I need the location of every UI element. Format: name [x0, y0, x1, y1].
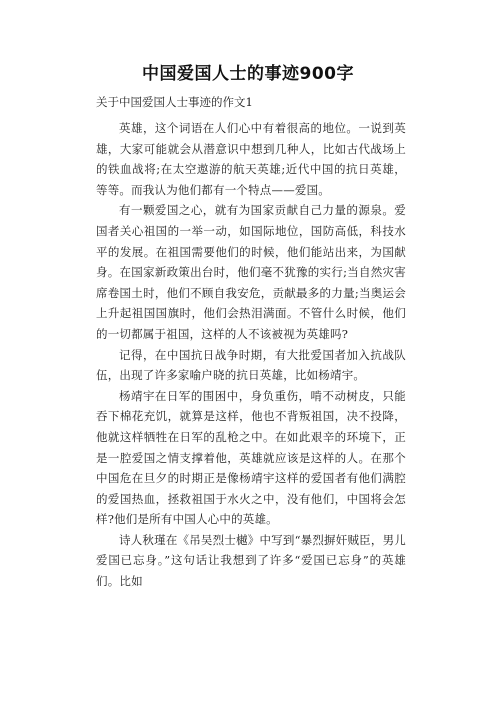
paragraph: 诗人秋瑾在《吊吴烈士樾》中写到“暴烈摒奸贼臣，男儿爱国已忘身。”这句话让我想到了许多“爱国已忘身”的英雄们。比如: [96, 532, 406, 589]
document-subtitle: 关于中国爱国人士事迹的作文1: [96, 95, 253, 109]
paragraph: 英雄，这个词语在人们心中有着很高的地位。一说到英雄，大家可能就会从潜意识中想到几种人，比如古代战场上的铁血战将;在太空遨游的航天英雄;近代中国的抗日英雄，等等。而我认为他们都有一个特点——爱国。: [96, 121, 406, 197]
document-title: 中国爱国人士的事迹900字: [142, 64, 354, 84]
document-body: [96, 118, 406, 592]
paragraph: 杨靖宇在日军的围困中，身负重伤，啃不动树皮，只能吞下棉花充饥，就算是这样，他也不背叛祖国，决不投降，他就这样牺牲在日军的乱枪之中。在如此艰辛的环境下，正是一腔爱国之情支撑着他，英雄就应该是这样的人。在那个中国危在旦夕的时期正是像杨靖宇这样的爱国者有他们满腔的爱国热血，拯救祖国于水火之中，没有他们，中国将会怎样?他们是所有中国人心中的英雄。: [96, 388, 406, 527]
paragraph: 有一颗爱国之心，就有为国家贡献自己力量的源泉。爱国者关心祖国的一举一动，如国际地位，国防高低，科技水平的发展。在祖国需要他们的时候，他们能站出来，为国献身。在国家新政策出台时，他们毫不犹豫的实行;当自然灾害席卷国土时，他们不顾自我安危，贡献最多的力量;当奥运会上升起祖国国旗时，他们会热泪满面。不管什么时候，他们的一切都属于祖国，这样的人不该被视为英雄吗?: [96, 203, 406, 341]
paragraph: 记得，在中国抗日战争时期，有大批爱国者加入抗战队伍，出现了许多家喻户晓的抗日英雄，比如杨靖宇。: [96, 347, 406, 383]
